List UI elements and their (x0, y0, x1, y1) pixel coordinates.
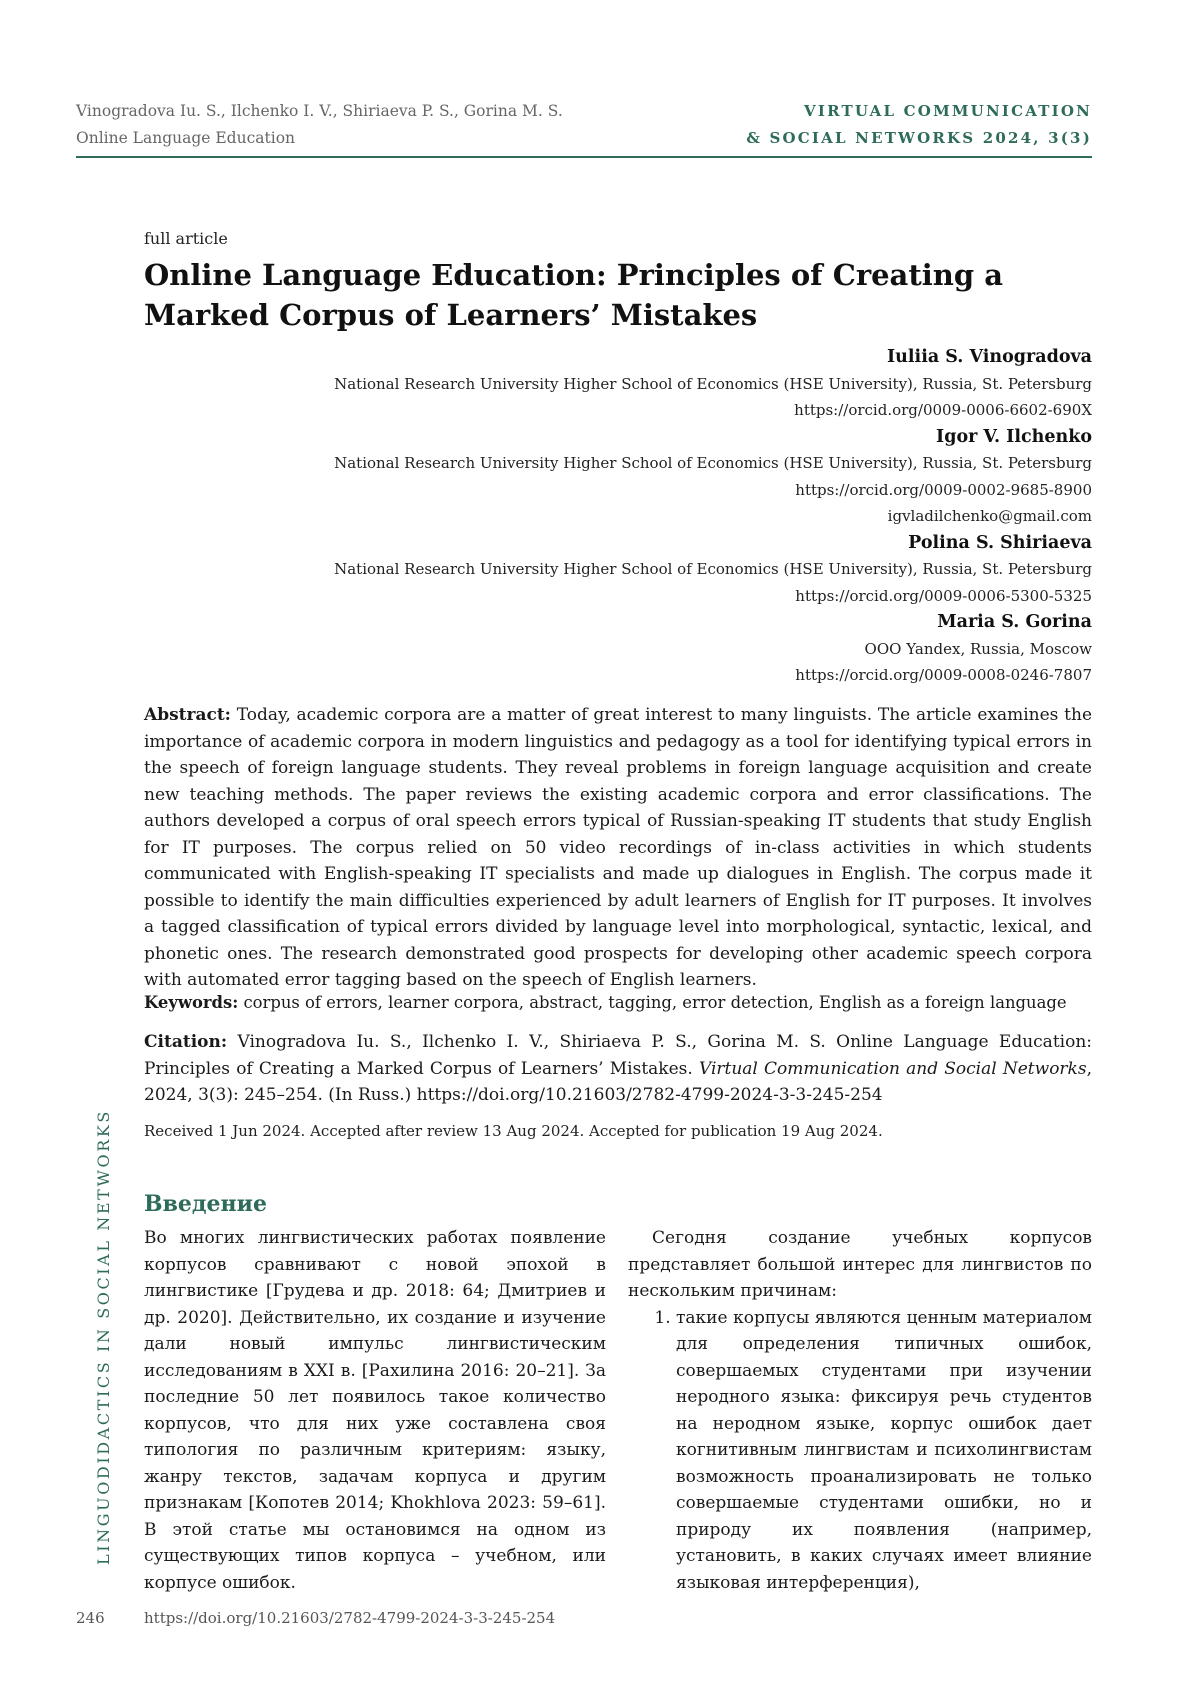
article-title: Online Language Education: Principles of Creating a Marked Corpus of Learners’ Mistakes (144, 258, 1004, 332)
author-4 (192, 609, 1092, 689)
keywords-text: corpus of errors, learner corpora, abstract, tagging, error detection, English as a foreign language (238, 993, 1067, 1012)
author-name: Polina S. Shiriaeva (908, 532, 1092, 553)
author-affiliation: National Research University Higher School of Economics (HSE University), Russia, St. Petersburg (334, 560, 1092, 578)
author-name: Igor V. Ilchenko (936, 426, 1092, 447)
running-header-authors: Vinogradova Iu. S., Ilchenko I. V., Shiriaeva P. S., Gorina M. S. (76, 102, 563, 120)
abstract-label: Abstract: (144, 705, 231, 725)
article-type: full article (144, 229, 228, 248)
running-header-short-title: Online Language Education (76, 129, 296, 147)
author-3 (192, 530, 1092, 610)
section-heading: Введение (144, 1191, 267, 1217)
body-paragraph: Сегодня создание учебных корпусов представляет большой интерес для лингвистов по нескольким причинам: (628, 1228, 1092, 1301)
page-number: 246 (76, 1609, 105, 1627)
received-dates: Received 1 Jun 2024. Accepted after review 13 Aug 2024. Accepted for publication 19 Aug 2024. (144, 1122, 883, 1140)
body-left-column: Во многих лингвистических работах появление корпусов сравнивают с новой эпохой в лингвистике [Грудева и др. 2018: 64; Дмитриев и др. 2020]. Действительно, их создание и изучение дали новый импульс лингвистическим исследованиям в XXI в. [Рахилина 2016: 20–21]. За последние 50 лет появилось такое количество корпусов, что для них уже составлена своя типология по различным критериям: языку, жанру текстов, задачам корпуса и другим признакам [Копотев 2014; Khokhlova 2023: 59–61]. В этой статье мы остановимся на одном из существующих типов корпуса – учебном, или корпусе ошибок. (144, 1228, 606, 1593)
author-orcid-link[interactable]: https://orcid.org/0009-0006-5300-5325 (795, 586, 1092, 605)
journal-name-line2: & SOCIAL NETWORKS 2024, 3(3) (746, 129, 1092, 147)
citation-label: Citation: (144, 1032, 228, 1052)
author-1 (192, 344, 1092, 424)
keywords (144, 990, 1092, 1016)
side-section-label: LINGUODIDACTICS IN SOCIAL NETWORKS (94, 1109, 113, 1565)
author-affiliation: OOO Yandex, Russia, Moscow (864, 639, 1092, 658)
author-orcid-link[interactable]: https://orcid.org/0009-0008-0246-7807 (795, 666, 1092, 684)
abstract-text: Today, academic corpora are a matter of great interest to many linguists. The article examines the importance of academic corpora in modern linguistics and pedagogy as a tool for identifying typical errors in the speech of foreign language students. They reveal problems in foreign language acquisition and create new teaching methods. The paper reviews the existing academic corpora and error classifications. The authors developed a corpus of oral speech errors typical of Russian-speaking IT students that study English for IT purposes. The corpus relied on 50 video recordings of in-class activities in which students communicated with English-speaking IT specialists and made up dialogues in English. The corpus made it possible to identify the main difficulties experienced by adult learners of English for IT purposes. It involves a tagged classification of typical errors divided by language level into morphological, syntactic, lexical, and phonetic ones. The research demonstrated good prospects for developing other academic speech corpora with automated error tagging based on the speech of English learners. (144, 705, 1093, 990)
author-affiliation: National Research University Higher School of Economics (HSE University), Russia, St. Petersburg (334, 374, 1092, 393)
citation (144, 1029, 1092, 1109)
footer-doi-link[interactable]: https://doi.org/10.21603/2782-4799-2024-3-3-245-254 (144, 1609, 556, 1627)
author-orcid-link[interactable]: https://orcid.org/0009-0006-6602-690X (794, 401, 1092, 419)
running-header-left (76, 98, 563, 152)
author-list (192, 344, 1092, 689)
citation-journal: Virtual Communication and Social Networks (698, 1058, 1087, 1079)
author-2 (192, 424, 1092, 530)
list-item: 1. такие корпусы являются ценным материалом для определения типичных ошибок, совершаемых студентами при изучении неродного языка: фиксируя речь студентов на неродном языке, корпус ошибок дает когнитивным лингвистам и психолингвистам возможность проанализировать не только совершаемые студентами ошибки, но и природу их появления (например, установить, в каких случаях имеет влияние языковая интерференция), (676, 1305, 1092, 1597)
journal-name-line1: VIRTUAL COMMUNICATION (804, 102, 1092, 120)
abstract (144, 702, 1092, 994)
header-divider (76, 156, 1092, 158)
citation-tail: , 2024, 3(3): 245–254. (In Russ.) https://doi.org/10.21603/2782-4799-2024-3-3-245-254 (144, 1058, 1092, 1105)
author-name: Iuliia S. Vinogradova (886, 347, 1092, 367)
author-affiliation: National Research University Higher School of Economics (HSE University), Russia, St. Petersburg (334, 454, 1092, 472)
author-name: Maria S. Gorina (937, 612, 1092, 632)
author-orcid-link[interactable]: https://orcid.org/0009-0002-9685-8900 (795, 480, 1092, 499)
body-right-column (628, 1225, 1092, 1596)
reasons-list (628, 1305, 1092, 1597)
keywords-label: Keywords: (144, 993, 239, 1012)
author-email-link[interactable]: igvladilchenko@gmail.com (887, 507, 1092, 525)
citation-text: Vinogradova Iu. S., Ilchenko I. V., Shiriaeva P. S., Gorina M. S. Online Language Education: Principles of Creating a Marked Corpus of Learners’ Mistakes. (144, 1032, 1092, 1079)
running-header-journal (746, 98, 1092, 152)
